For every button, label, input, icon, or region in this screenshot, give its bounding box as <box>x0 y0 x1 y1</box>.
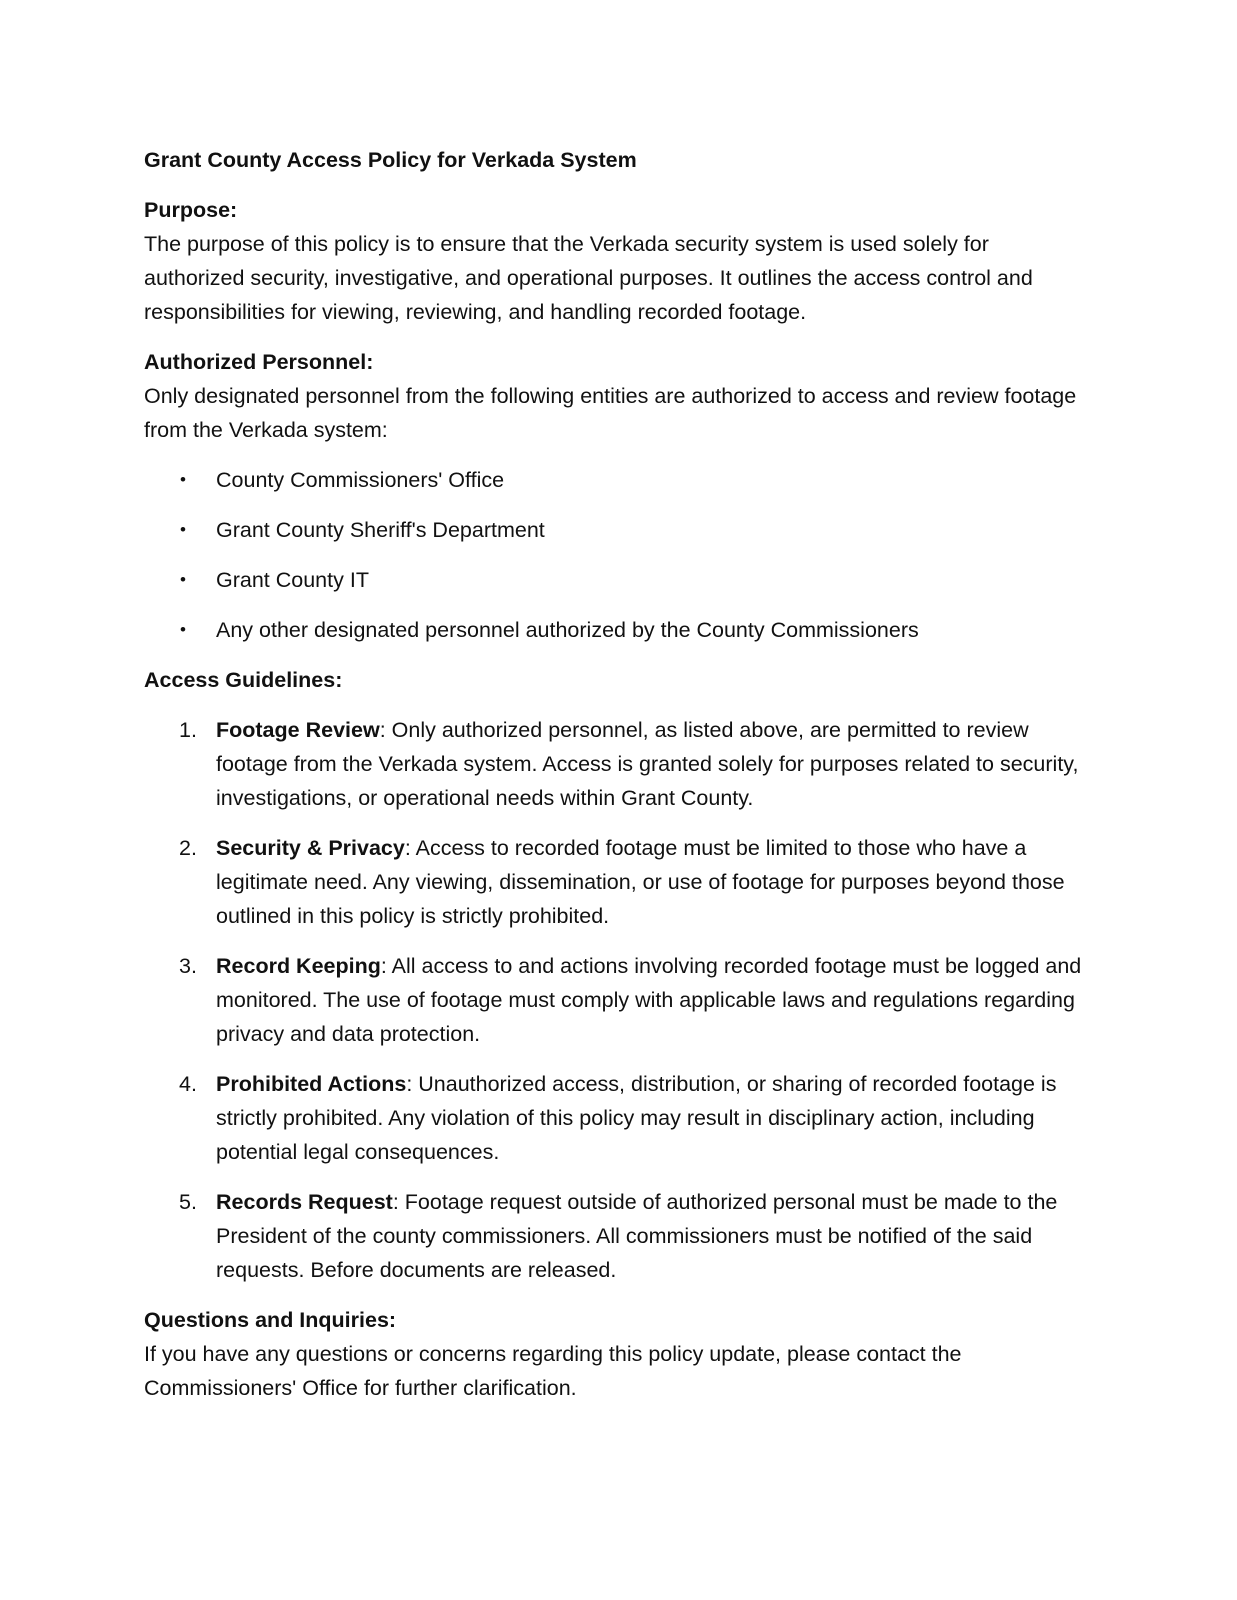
bullet-icon: • <box>180 570 186 589</box>
list-item-text: Any other designated personnel authorized by the County Commissioners <box>216 618 919 642</box>
guideline-text: : Unauthorized access, distribution, or sharing of recorded footage is strictly prohibited. Any violation of this policy may result in disciplinary action, including potential legal consequences. <box>216 1072 1057 1164</box>
guideline-term: Records Request <box>216 1190 393 1214</box>
guideline-text: : Only authorized personnel, as listed above, are permitted to review footage from the Verkada system. Access is granted solely for purposes related to security, investigations, or operational needs within Grant County. <box>216 718 1079 810</box>
list-item <box>144 613 1094 647</box>
authorized-personnel-heading: Authorized Personnel: <box>144 350 374 374</box>
guideline-text: : All access to and actions involving recorded footage must be logged and monitored. The use of footage must comply with applicable laws and regulations regarding privacy and data protection. <box>216 954 1082 1046</box>
list-item-text: Grant County Sheriff's Department <box>216 518 545 542</box>
guideline-number: 4. <box>179 1072 197 1096</box>
guideline-item <box>144 713 1094 815</box>
bullet-icon: • <box>180 470 186 489</box>
list-item <box>144 513 1094 547</box>
guideline-term: Footage Review <box>216 718 380 742</box>
guideline-item <box>144 1185 1094 1287</box>
list-item-text: Grant County IT <box>216 568 369 592</box>
bullet-icon: • <box>180 620 186 639</box>
purpose-text: The purpose of this policy is to ensure that the Verkada security system is used solely for authorized security, investigative, and operational purposes. It outlines the access control and responsibilities for viewing, reviewing, and handling recorded footage. <box>144 232 1033 324</box>
guideline-text: : Access to recorded footage must be limited to those who have a legitimate need. Any viewing, dissemination, or use of footage for purposes beyond those outlined in this policy is strictly prohibited. <box>216 836 1065 928</box>
guideline-item <box>144 949 1094 1051</box>
guideline-number: 2. <box>179 836 197 860</box>
document-body <box>144 143 1094 1421</box>
purpose-heading: Purpose: <box>144 198 238 222</box>
guideline-term: Record Keeping <box>216 954 381 978</box>
authorized-personnel-intro: Only designated personnel from the following entities are authorized to access and review footage from the Verkada system: <box>144 384 1077 442</box>
access-guidelines-list <box>144 713 1094 1287</box>
questions-text: If you have any questions or concerns regarding this policy update, please contact the Commissioners' Office for further clarification. <box>144 1342 962 1400</box>
guideline-term: Prohibited Actions <box>216 1072 407 1096</box>
guideline-item <box>144 831 1094 933</box>
authorized-entities-list <box>144 463 1094 647</box>
guideline-text: : Footage request outside of authorized personal must be made to the President of the county commissioners. All commissioners must be notified of the said requests. Before documents are released. <box>216 1190 1058 1282</box>
list-item-text: County Commissioners' Office <box>216 468 505 492</box>
document-title: Grant County Access Policy for Verkada System <box>144 148 637 172</box>
guideline-item <box>144 1067 1094 1169</box>
bullet-icon: • <box>180 520 186 539</box>
list-item <box>144 563 1094 597</box>
guideline-number: 1. <box>179 718 197 742</box>
guideline-number: 3. <box>179 954 197 978</box>
access-guidelines-heading: Access Guidelines: <box>144 668 343 692</box>
list-item <box>144 463 1094 497</box>
guideline-term: Security & Privacy <box>216 836 405 860</box>
questions-heading: Questions and Inquiries: <box>144 1308 397 1332</box>
guideline-number: 5. <box>179 1190 197 1214</box>
